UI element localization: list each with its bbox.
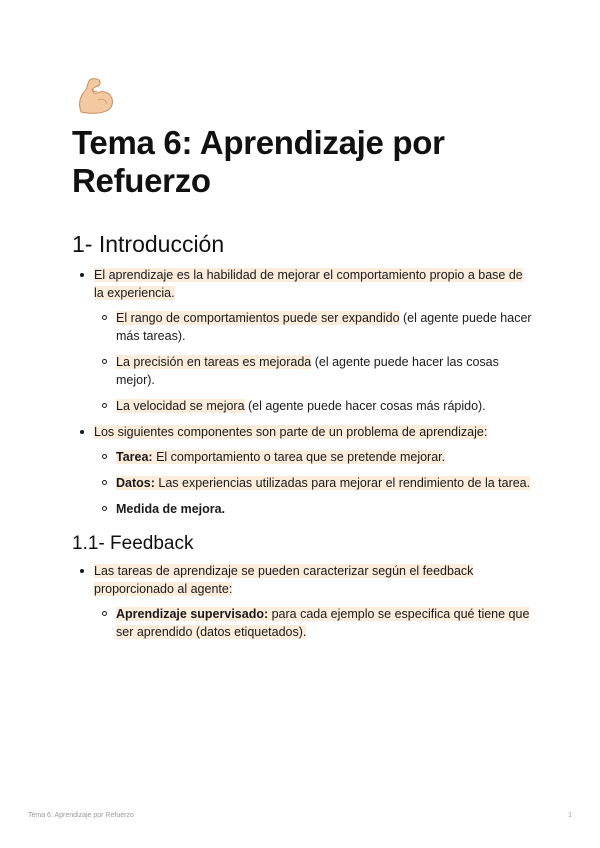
list-item: [94, 500, 532, 518]
plain-text: (el agente puede hacer más tareas).: [116, 311, 532, 343]
intro-list: [72, 266, 532, 518]
highlighted-text: La velocidad se mejora: [116, 399, 245, 413]
list-item: [94, 309, 532, 345]
bold-label: Medida de mejora.: [116, 502, 226, 516]
feedback-list: [72, 562, 532, 641]
bold-label: Datos:: [116, 476, 155, 490]
list-item: [94, 448, 532, 466]
list-item: [94, 474, 532, 492]
page-number: 1: [568, 812, 572, 819]
highlighted-text: Las experiencias utilizadas para mejorar el rendimiento de la tarea.: [154, 476, 531, 490]
list-item: [94, 353, 532, 389]
page-footer: [28, 812, 572, 819]
flexed-biceps-icon: [72, 74, 116, 118]
bold-label: Aprendizaje supervisado:: [116, 607, 269, 621]
bold-label: Tarea:: [116, 450, 153, 464]
section-heading-introduccion: 1- Introducción: [72, 231, 225, 257]
list-item: [94, 397, 532, 415]
sub-list: [94, 309, 532, 415]
sub-list: [94, 605, 532, 641]
list-item: [72, 266, 532, 415]
plain-text: (el agente puede hacer las cosas mejor).: [116, 355, 499, 387]
list-item: [72, 562, 532, 641]
sub-list: [94, 448, 532, 518]
page-content: [72, 74, 532, 649]
highlighted-text: Las tareas de aprendizaje se pueden caracterizar según el feedback proporcionado al agente:: [94, 564, 474, 596]
footer-title: Tema 6: Aprendizaje por Refuerzo: [28, 812, 134, 819]
highlighted-text: para cada ejemplo se especifica qué tiene que ser aprendido (datos etiquetados).: [116, 607, 530, 639]
list-item: [94, 605, 532, 641]
highlighted-text: El rango de comportamientos puede ser expandido: [116, 311, 400, 325]
section-heading-feedback: 1.1- Feedback: [72, 533, 194, 554]
plain-text: (el agente puede hacer cosas más rápido).: [244, 399, 486, 413]
highlighted-text: Los siguientes componentes son parte de un problema de aprendizaje:: [94, 425, 488, 439]
list-item: [72, 423, 532, 518]
highlighted-text: La precisión en tareas es mejorada: [116, 355, 312, 369]
highlighted-text: El aprendizaje es la habilidad de mejorar el comportamiento propio a base de la experiencia.: [94, 268, 523, 300]
highlighted-text: El comportamiento o tarea que se pretende mejorar.: [152, 450, 446, 464]
page-title: Tema 6: Aprendizaje por Refuerzo: [72, 124, 445, 199]
